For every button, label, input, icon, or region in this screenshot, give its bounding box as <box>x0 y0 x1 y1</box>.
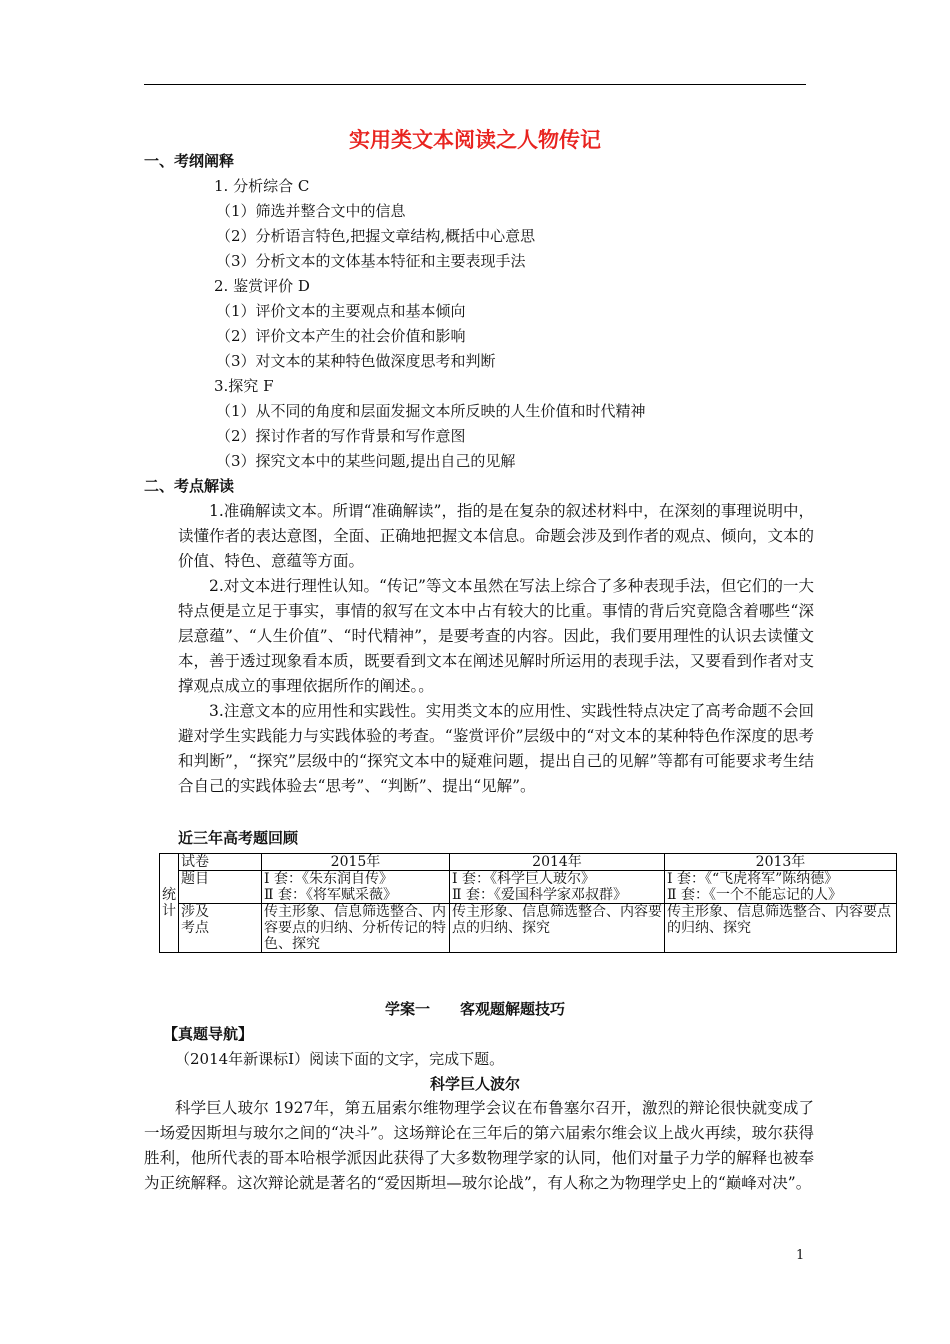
page-number: 1 <box>796 1248 805 1263</box>
list-item: （1）筛选并整合文中的信息 <box>216 202 406 220</box>
header-rule <box>144 84 806 85</box>
row-label: 题目 <box>179 871 262 904</box>
section-heading: 一、考纲阐释 <box>144 152 235 170</box>
list-item: 3.探究 F <box>214 377 274 395</box>
section-heading: 二、考点解读 <box>144 477 235 495</box>
nav-heading: 【真题导航】 <box>163 1025 254 1043</box>
row-label: 涉及 考点 <box>179 904 262 953</box>
table-header: 试卷 <box>179 854 262 871</box>
list-item: （2）评价文本产生的社会价值和影响 <box>216 327 466 345</box>
case-heading: 学案一 客观题解题技巧 <box>384 1000 565 1018</box>
stat-label: 统计 <box>160 854 179 953</box>
list-item: （2）分析语言特色,把握文章结构,概括中心意思 <box>216 227 536 245</box>
list-item: 1. 分析综合 C <box>214 177 310 195</box>
list-item: （3）分析文本的文体基本特征和主要表现手法 <box>216 252 526 270</box>
source-line: （2014年新课标Ⅰ）阅读下面的文字，完成下题。 <box>175 1050 505 1068</box>
list-item: （2）探讨作者的写作背景和写作意图 <box>216 427 466 445</box>
article-paragraph: 科学巨人玻尔 1927年，第五届索尔维物理学会议在布鲁塞尔召开，激烈的辩论很快就变成了一场爱因斯坦与玻尔之间的“决斗”。这场辩论在三年后的第六届索尔维会议上战火再续，玻尔获得胜利，他所代表的哥本哈根学派因此获得了大多数物理学家的认同，他们对量子力学的解释也被奉为正统解释。这次辩论就是著名的“爱因斯坦—玻尔论战”，有人称之为物理学史上的“巅峰对决”。 <box>144 1099 814 1192</box>
paragraph: 2.对文本进行理性认知。“传记”等文本虽然在写法上综合了多种表现手法，但它们的一大特点便是立足于事实，事情的叙写在文本中占有较大的比重。事情的背后究竟隐含着哪些“深层意蕴”、“人生价值”、“时代精神”，是要考查的内容。因此，我们要用理性的认识去读懂文本，善于透过现象看本质，既要看到文本在阐述见解时所运用的表现手法，又要看到作者对支撑观点成立的事理依据所作的阐述。。 <box>178 577 814 695</box>
table-cell: 传主形象、信息筛选整合、内容要点的归纳、分析传记的特色、探究 <box>262 904 450 953</box>
paragraph: 3.注意文本的应用性和实践性。实用类文本的应用性、实践性特点决定了高考命题不会回避对学生实践能力与实践体验的考查。“鉴赏评价”层级中的“对文本的某种特色作深度的思考和判断”，“探究”层级中的“探究文本中的疑难问题，提出自己的见解”等都有可能要求考生结合自己的实践体验去“思考”、“判断”、提出“见解”。 <box>178 702 814 795</box>
table-header: 2013年 <box>665 854 897 871</box>
list-item: （1）评价文本的主要观点和基本倾向 <box>216 302 466 320</box>
list-item: （1）从不同的角度和层面发掘文本所反映的人生价值和时代精神 <box>216 402 646 420</box>
exam-table <box>159 853 897 953</box>
article-title: 科学巨人波尔 <box>429 1075 520 1093</box>
list-item: （3）探究文本中的某些问题,提出自己的见解 <box>216 452 516 470</box>
table-cell: 传主形象、信息筛选整合、内容要点的归纳、探究 <box>450 904 665 953</box>
list-item: （3）对文本的某种特色做深度思考和判断 <box>216 352 496 370</box>
table-cell: 传主形象、信息筛选整合、内容要点的归纳、探究 <box>665 904 897 953</box>
table-cell: Ⅰ 套：《朱东润自传》 Ⅱ 套：《将军赋采薇》 <box>262 871 450 904</box>
table-header: 2015年 <box>262 854 450 871</box>
table-cell: Ⅰ 套：《“飞虎将军”陈纳德》 Ⅱ 套：《一个不能忘记的人》 <box>665 871 897 904</box>
table-cell: Ⅰ 套：《科学巨人玻尔》 Ⅱ 套：《爱国科学家邓叔群》 <box>450 871 665 904</box>
table-header: 2014年 <box>450 854 665 871</box>
page-title: 实用类文本阅读之人物传记 <box>349 128 601 152</box>
list-item: 2. 鉴赏评价 D <box>214 277 310 295</box>
review-heading: 近三年高考题回顾 <box>178 829 299 847</box>
paragraph: 1.准确解读文本。所谓“准确解读”，指的是在复杂的叙述材料中，在深刻的事理说明中，读懂作者的表达意图，全面、正确地把握文本信息。命题会涉及到作者的观点、倾向，文本的价值、特色、意蕴等方面。 <box>178 502 814 570</box>
